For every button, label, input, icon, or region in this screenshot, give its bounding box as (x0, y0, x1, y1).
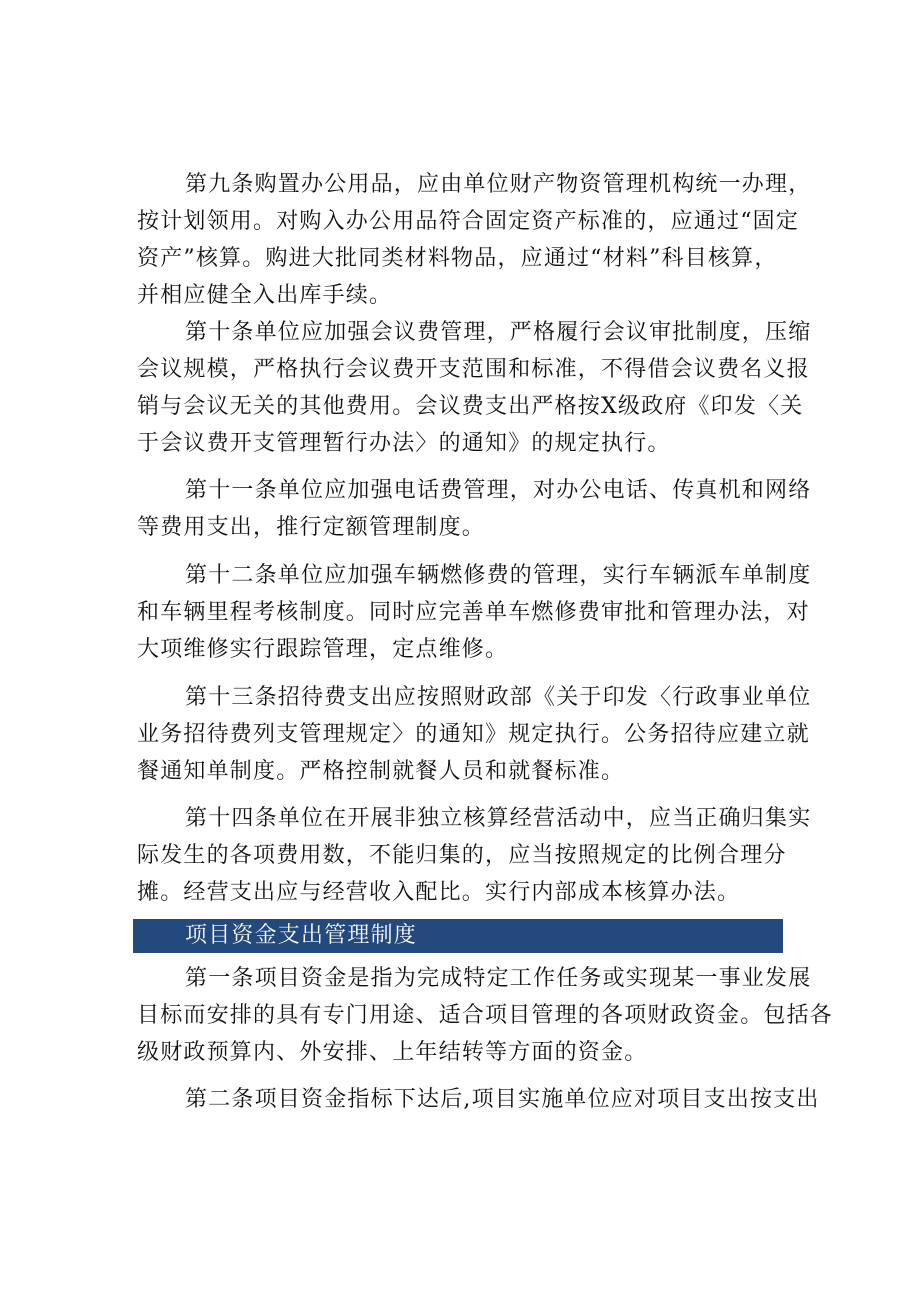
article-13-line-1: 第十三条招待费支出应按照财政部《关于印发〈行政事业单位 (185, 685, 812, 710)
project-article-1-line-3: 级财政预算内、外安排、上年结转等方面的资金。 (137, 1040, 648, 1065)
article-9-line-4: 并相应健全入出库手续。 (137, 283, 393, 308)
section-heading: 项目资金支出管理制度 (185, 923, 418, 948)
project-article-1-line-2: 目标而安排的具有专门用途、适合项目管理的各项财政资金。包括各 (137, 1003, 834, 1028)
article-9-line-2: 按计划领用。对购入办公用品符合固定资产标准的，应通过“固定 (137, 209, 800, 234)
article-10-line-1: 第十条单位应加强会议费管理，严格履行会议审批制度，压缩 (185, 320, 812, 345)
article-13-line-2: 业务招待费列支管理规定〉的通知》规定执行。公务招待应建立就 (137, 722, 810, 747)
project-article-2-line-1: 第二条项目资金指标下达后,项目实施单位应对项目支出按支出 (185, 1087, 820, 1112)
article-11-line-1: 第十一条单位应加强电话费管理，对办公电话、传真机和网络 (185, 478, 812, 503)
article-9-line-1: 第九条购置办公用品，应由单位财产物资管理机构统一办理， (185, 172, 812, 197)
article-10-line-4: 于会议费开支管理暂行办法〉的通知》的规定执行。 (137, 431, 671, 456)
article-12-line-2: 和车辆里程考核制度。同时应完善单车燃修费审批和管理办法，对 (137, 600, 810, 625)
article-12-line-3: 大项维修实行跟踪管理，定点维修。 (137, 637, 509, 662)
article-10-line-3: 销与会议无关的其他费用。会议费支出严格按X级政府《印发〈关 (137, 394, 804, 419)
article-9-line-3: 资产”核算。购进大批同类材料物品，应通过“材料”科目核算， (137, 246, 778, 271)
article-10-line-2: 会议规模，严格执行会议费开支范围和标准，不得借会议费名义报 (137, 357, 810, 382)
article-11-line-2: 等费用支出，推行定额管理制度。 (137, 515, 486, 540)
article-13-line-3: 餐通知单制度。严格控制就餐人员和就餐标准。 (137, 759, 625, 784)
project-article-1-line-1: 第一条项目资金是指为完成特定工作任务或实现某一事业发展 (185, 966, 812, 991)
article-14-line-3: 摊。经营支出应与经营收入配比。实行内部成本核算办法。 (137, 880, 741, 905)
article-14-line-1: 第十四条单位在开展非独立核算经营活动中，应当正确归集实 (185, 806, 812, 831)
article-14-line-2: 际发生的各项费用数，不能归集的，应当按照规定的比例合理分 (137, 843, 787, 868)
article-12-line-1: 第十二条单位应加强车辆燃修费的管理，实行车辆派车单制度 (185, 563, 812, 588)
